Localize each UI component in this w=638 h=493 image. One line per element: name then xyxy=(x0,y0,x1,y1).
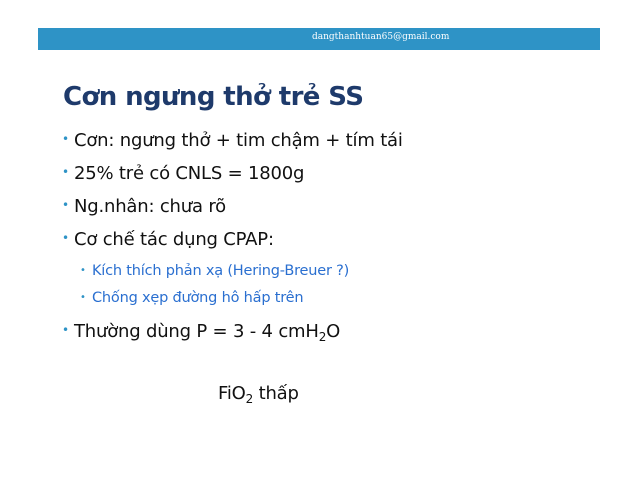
pressure-subscript: 2 xyxy=(318,330,327,344)
bullet-text: Ng.nhân: chưa rõ xyxy=(74,196,226,217)
bullet-marker: • xyxy=(62,231,69,245)
sub-bullet-text: Kích thích phản xạ (Hering-Breuer ?) xyxy=(92,263,350,279)
bullet-text: Cơ chế tác dụng CPAP: xyxy=(74,229,274,250)
bullet-marker: • xyxy=(62,323,69,337)
bullet-item xyxy=(62,196,602,229)
slide-title: Cơn ngưng thở trẻ SS xyxy=(63,82,364,112)
bullet-item xyxy=(62,130,602,163)
bullet-item xyxy=(62,163,602,196)
bullet-item xyxy=(62,229,602,262)
bullet-text: 25% trẻ có CNLS = 1800g xyxy=(74,163,305,184)
header-email: dangthanhtuan65@gmail.com xyxy=(312,32,450,42)
sub-bullet-marker: • xyxy=(80,265,86,276)
bullet-item xyxy=(62,321,602,354)
sub-bullet-text: Chống xẹp đường hô hấp trên xyxy=(92,290,304,306)
bullet-text: Cơn: ngưng thở + tim chậm + tím tái xyxy=(74,130,403,151)
bullet-marker: • xyxy=(62,198,69,212)
pressure-text: Thường dùng P = 3 - 4 cmH xyxy=(74,321,319,342)
fio2-line xyxy=(218,383,299,404)
bullet-marker: • xyxy=(62,132,69,146)
bullet-marker: • xyxy=(62,165,69,179)
sub-bullet-item xyxy=(62,290,602,317)
sub-bullet-item xyxy=(62,263,602,290)
fio2-suffix: thấp xyxy=(253,383,299,404)
sub-bullet-marker: • xyxy=(80,292,86,303)
bullet-list xyxy=(62,130,602,354)
pressure-suffix: O xyxy=(326,321,341,342)
fio2-prefix: FiO xyxy=(218,383,246,404)
fio2-subscript: 2 xyxy=(245,392,254,406)
